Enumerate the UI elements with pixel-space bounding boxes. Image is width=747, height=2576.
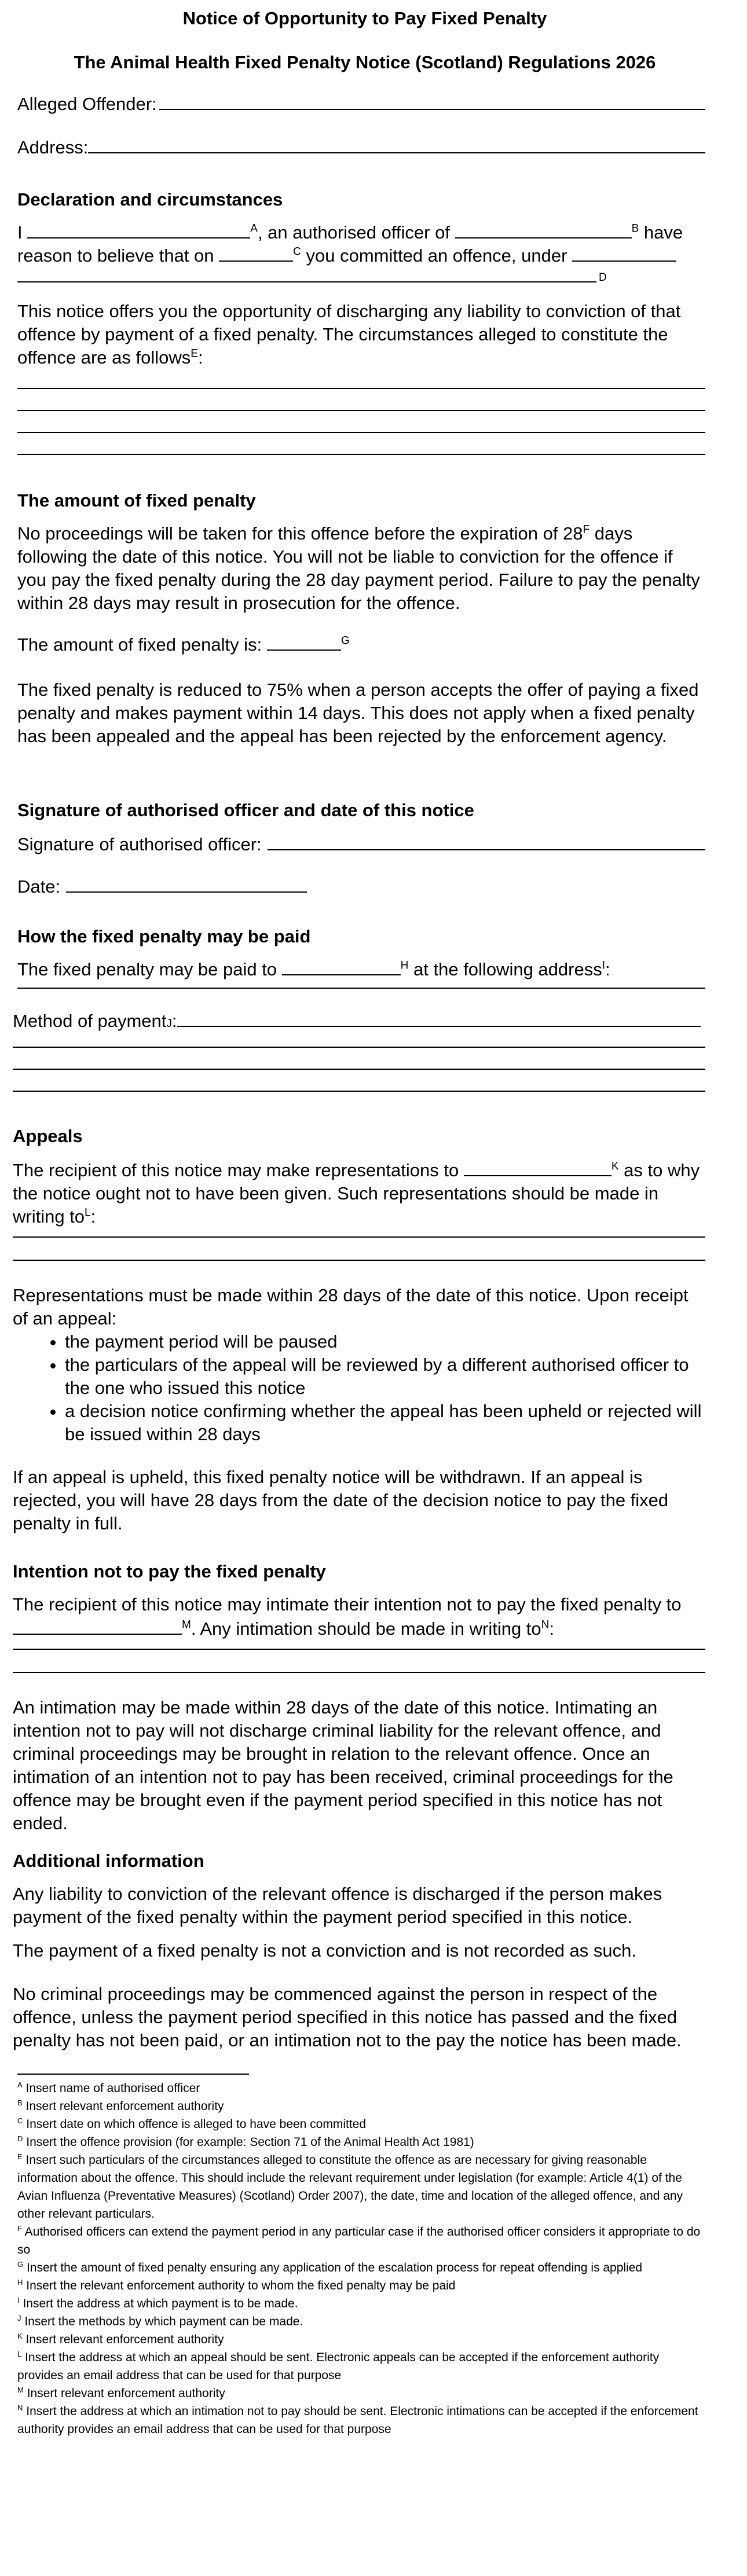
footnote-item: [17, 2259, 712, 2277]
list-item: • the payment period will be paused: [65, 1330, 705, 1353]
footnote-item: [17, 2313, 712, 2331]
footnote-text: Insert the methods by which payment can be made.: [24, 2315, 303, 2328]
footnote-item: [17, 2331, 712, 2349]
amount-field: The amount of fixed penalty is: $^G$: [17, 632, 705, 656]
footnote-mark: C: [17, 2116, 23, 2125]
footnote-item: [17, 2295, 712, 2313]
amount-blank[interactable]: [267, 632, 341, 651]
payment-method-line-1[interactable]: [13, 1047, 705, 1048]
intention-heading: Intention not to pay the fixed penalty: [13, 1561, 326, 1581]
appeals-paragraph-3: If an appeal is upheld, this fixed penalty notice will be withdrawn. If an appeal is rejected, you will have 28 days from the date of the decision notice to pay the fixed penalty in full.: [13, 1467, 669, 1533]
footnotes: [17, 2079, 712, 2438]
footnote-mark: B: [17, 2098, 23, 2107]
footnote-item: [17, 2384, 712, 2402]
additional-info-heading: Additional information: [13, 1851, 204, 1871]
footnote-item: [17, 2223, 712, 2259]
footnote-text: Insert such particulars of the circumstances alleged to constitute the offence as are necessary for giving reasonable information about the offence. This should include the relevant requirement under legislation (for example: Article 4(1) of the Avian Influenza (Preventative Measures) (Scotland) Order 2007), the date, time and location of the alleged offence, and any other relevant particulars.: [17, 2153, 683, 2221]
appeal-address-line-2[interactable]: [13, 1260, 705, 1261]
amount-paragraph-3: The fixed penalty is reduced to 75% when a person accepts the offer of paying a fixed penalty and makes payment within 14 days. This does not apply when a fixed penalty has been appealed and the appeal has been rejected by the enforcement agency.: [17, 680, 699, 746]
footnote-mark: F: [17, 2224, 22, 2233]
footnote-item: [17, 2151, 712, 2223]
footnote-item: [17, 2133, 712, 2151]
footnote-mark: H: [17, 2278, 23, 2287]
notice-title: Notice of Opportunity to Pay Fixed Penalty: [182, 8, 547, 28]
circumstances-line-4[interactable]: [17, 454, 705, 455]
alleged-offender-label: Alleged Offender:: [17, 94, 157, 114]
footnote-text: Insert relevant enforcement authority: [25, 2333, 224, 2346]
additional-paragraph-1: Any liability to conviction of the relevant offence is discharged if the person makes payment of the fixed penalty within the payment period specified in this notice.: [13, 1884, 662, 1927]
declaration-line-2: reason to believe that on $^C$ you committed an offence, under: [17, 243, 705, 267]
regulations-subtitle: The Animal Health Fixed Penalty Notice (Scotland) Regulations 2026: [74, 52, 656, 72]
appeals-paragraph-1: The recipient of this notice may make representations to $^K$ as to why the notice ought not to have been given. Such representations should be made in writing $to^L$:: [13, 1158, 705, 1228]
declaration-paragraph: This notice offers you the opportunity of discharging any liability to conviction of that offence by payment of a fixed penalty. The circumstances alleged to constitute the offence are as follows$^E$:: [17, 301, 681, 368]
footnote-text: Insert the address at which payment is to be made.: [23, 2297, 298, 2310]
footnote-mark: I: [17, 2296, 20, 2305]
address-field[interactable]: [17, 135, 705, 159]
footnote-text: Insert the amount of fixed penalty ensuring any application of the escalation process for repeat offending is applied: [26, 2261, 643, 2274]
circumstances-line-3[interactable]: [17, 432, 705, 433]
payment-line: The fixed penalty may be paid to $^H$ at the following address$^I$:: [17, 957, 705, 981]
amount-paragraph-1: No proceedings will be taken for this offence before the expiration of $28^F$ days following the date of this notice. You will not be liable to conviction for the offence if you pay the fixed penalty during the 28 day payment period. Failure to pay the penalty within 28 days may result in prosecution for the offence.: [17, 523, 700, 613]
footnote-mark: K: [17, 2332, 23, 2340]
footnote-mark: N: [17, 2403, 23, 2412]
footnote-separator: [17, 2074, 249, 2075]
payee-authority-blank[interactable]: [282, 957, 401, 975]
footnote-mark: D: [17, 2134, 23, 2143]
appeal-authority-blank[interactable]: [464, 1158, 611, 1176]
signature-heading: Signature of authorised officer and date of this notice: [17, 800, 474, 820]
intimation-authority-blank[interactable]: [13, 1616, 182, 1635]
additional-paragraph-2: The payment of a fixed penalty is not a conviction and is not recorded as such.: [13, 1940, 637, 1961]
circumstances-line-1[interactable]: [17, 388, 705, 389]
list-item: • the particulars of the appeal will be reviewed by a different authorised officer to the one who issued this notice: [65, 1353, 705, 1400]
intention-paragraph-2: An intimation may be made within 28 days of the date of this notice. Intimating an intention not to pay will not discharge criminal liability for the relevant offence, and criminal proceedings may be brought in relation to the relevant offence. Once an intimation of an intention not to pay has been received, criminal proceedings for the offence may be brought even if the payment period specified in this notice has not ended.: [13, 1697, 673, 1833]
footnote-mark: G: [17, 2260, 24, 2269]
footnote-item: [17, 2079, 712, 2097]
footnote-text: Insert date on which offence is alleged to have been committed: [26, 2118, 367, 2131]
list-item: • a decision notice confirming whether the appeal has been upheld or rejected will be issued within 28 days: [65, 1400, 705, 1446]
footnote-item: [17, 2277, 712, 2295]
declaration-heading: Declaration and circumstances: [17, 189, 283, 210]
footnote-mark: M: [17, 2386, 24, 2394]
payment-address-line[interactable]: [17, 988, 705, 989]
footnote-item: [17, 2115, 712, 2133]
appeals-paragraph-2: Representations must be made within 28 days of the date of this notice. Upon receipt of an appeal:: [13, 1285, 689, 1329]
footnote-text: Authorised officers can extend the payment period in any particular case if the authorised officer considers it appropriate to do so: [17, 2225, 701, 2256]
footnote-text: Insert the address at which an appeal should be sent. Electronic appeals can be accepted if the enforcement authority provides an email address that can be used for that purpose: [17, 2351, 660, 2382]
footnote-item: [17, 2349, 712, 2384]
footnote-text: Insert relevant enforcement authority: [27, 2387, 225, 2400]
declaration-line-1: I $^A$, an authorised officer of $^B$ have: [17, 220, 705, 244]
signature-field[interactable]: Signature of authorised officer:: [17, 832, 705, 856]
offence-provision-line[interactable]: [17, 281, 596, 282]
footnote-text: Insert the address at which an intimation not to pay should be sent. Electronic intimations can be accepted if the enforcement authority provides an email address that can be used for that purpose: [17, 2405, 698, 2436]
offence-provision-blank[interactable]: [572, 243, 676, 262]
footnote-text: Insert the relevant enforcement authority to whom the fixed penalty may be paid: [26, 2279, 456, 2292]
offence-date-blank[interactable]: [219, 243, 293, 262]
footnote-item: [17, 2402, 712, 2438]
footnote-mark: L: [17, 2350, 22, 2358]
fixed-penalty-notice: Notice of Opportunity to Pay Fixed Penalty The Animal Health Fixed Penalty Notice (Scotland) Regulations 2026 Alleged Offender: Address: Declaration and circumstances I $^A$, an authorised officer of $^B$ have reason to believe that on $^C$ you committed an offence, under D This notice offers you the opportunity of discharging any liability to conviction of that offence by payment of a fixed penalty. The circumstances alleged to constitute the offence are as follows$^E$: The amount of fixed penalty No proceedings will be taken for this offence before the expiration of $28^F$ days following the date of this notice. You will not be liable to conviction for the offence if you pay the fixed penalty during the 28 day payment period. Failure to pay the penalty within 28 days may result in prosecution for the offence. The amount of fixed penalty is: $^G$ The fixed penalty is reduced to 75% when a person accepts the offer of paying a fixed penalty and makes payment within 14 days. This does not apply when a fixed penalty has been appealed and the appeal has been rejected by the enforcement agency. Signature of authorised officer and date of this notice Signature of authorised officer: Date: How the fixed penalty may be paid The fixed penalty may be paid to $^H$ at the following address$^I$: Method of payment J : Appeals The recipient of this notice may make representations to $^K$ as to why the notice ought not to have been given. Such representations should be made in writing $to^L$: Representations must be made within 28 days of the date of this notice. Upon receipt of an appeal: • the payment period will be paused • the particulars of the appeal will be reviewed by a different authorised officer to the one who issued this notice • a decision notice confirming whether the appeal has been upheld or rejected will be issued within 28 days If an appeal is upheld, this fixed penalty notice will be withdrawn. If an appeal is rejected, you will have 28 days from the date of the decision notice to pay the fixed penalty in full. Intention not to pay the fixed penalty The recipient of this notice may intimate their intention not to pay the fixed penalty to $^M$. Any intimation should be made in writing $to^N$: An intimation may be made within 28 days of the date of this notice. Intimating an intention not to pay will not discharge criminal liability for the relevant offence, and criminal proceedings may be brought in relation to the relevant offence. Once an intimation of an intention not to pay has been received, criminal proceedings for the offence may be brought even if the payment period specified in this notice has not ended. Additional information Any liability to conviction of the relevant offence is discharged if the person makes payment of the fixed penalty within the payment period specified in this notice. The payment of a fixed penalty is not a conviction and is not recorded as such. No criminal proceedings may be commenced against the person in respect of the offence, unless the payment period specified in this notice has passed and the fixed penalty has not been paid, or an intimation not to the pay the notice has been made. $^A$ Insert name of authorised officer $^B$ Insert relevant enforcement authority $^C$ Insert date on which offence is alleged to have been committed $^D$ Insert the offence provision (for example: Section 71 of the Animal Health Act 1981) $^E$ Insert such particulars of the circumstances alleged to constitute the offence as are necessary for giving reasonable information about the offence. This should include the relevant requirement under legislation (for example: Article 4(1) of the Avian Influenza (Preventative Measures) (Scotland) Order 2007), the date, time and location of the alleged offence, and any other relevant particulars. $^F$ Authorised officers can extend the payment period in any particular case if the authorised officer considers it appropriate to do so $^G$ Insert the amount of fixed penalty ensuring any application of the escalation process for repeat offending is applied $^H$ Insert the relevant enforcement authority to whom the fixed penalty may be paid $^I$ Insert the address at which payment is to be made. $^J$ Insert the methods by which payment can be made. $^K$ Insert relevant enforcement authority $^L$ Insert the address at which an appeal should be sent. Electronic appeals can be accepted if the enforcement authority provides an email address that can be used for that purpose $^M$ Insert relevant enforcement authority $^N$ Insert the address at which an intimation not to pay should be sent. Electronic intimations can be accepted if the enforcement authority provides an email address that can be used for that purpose: [0, 0, 747, 2576]
intention-paragraph-1: The recipient of this notice may intimate their intention not to pay the fixed penalty to $^M$. Any intimation should be made in writing $to^N$:: [13, 1594, 682, 1639]
footnote-text: Insert the offence provision (for example: Section 71 of the Animal Health Act 1981): [26, 2135, 474, 2149]
date-field[interactable]: Date:: [17, 874, 307, 898]
circumstances-line-2[interactable]: [17, 410, 705, 411]
intimation-address-line-1[interactable]: [13, 1649, 705, 1650]
footnote-text: Insert name of authorised officer: [25, 2082, 200, 2095]
footnote-mark: J: [17, 2314, 21, 2322]
footnote-item: [17, 2097, 712, 2115]
method-of-payment-field[interactable]: Method of payment J :: [13, 1008, 701, 1033]
address-label: Address:: [17, 137, 89, 157]
payment-heading: How the fixed penalty may be paid: [17, 926, 311, 946]
intimation-address-line-2[interactable]: [13, 1672, 705, 1673]
payment-method-line-2[interactable]: [13, 1069, 705, 1070]
footnote-mark: A: [17, 2080, 23, 2089]
payment-method-line-3[interactable]: [13, 1091, 705, 1092]
authority-blank[interactable]: [455, 220, 632, 238]
appeals-heading: Appeals: [13, 1126, 83, 1146]
officer-name-blank[interactable]: [27, 220, 250, 238]
footnote-text: Insert relevant enforcement authority: [25, 2100, 224, 2113]
alleged-offender-field[interactable]: [17, 91, 705, 116]
appeal-address-line-1[interactable]: [13, 1236, 705, 1238]
additional-paragraph-3: No criminal proceedings may be commenced against the person in respect of the offence, unless the payment period specified in this notice has passed and the fixed penalty has not been paid, or an intimation not to the pay the notice has been made.: [13, 1984, 682, 2050]
amount-heading: The amount of fixed penalty: [17, 490, 256, 511]
footnote-mark: E: [17, 2152, 23, 2161]
appeal-steps-list: [13, 1330, 705, 1446]
